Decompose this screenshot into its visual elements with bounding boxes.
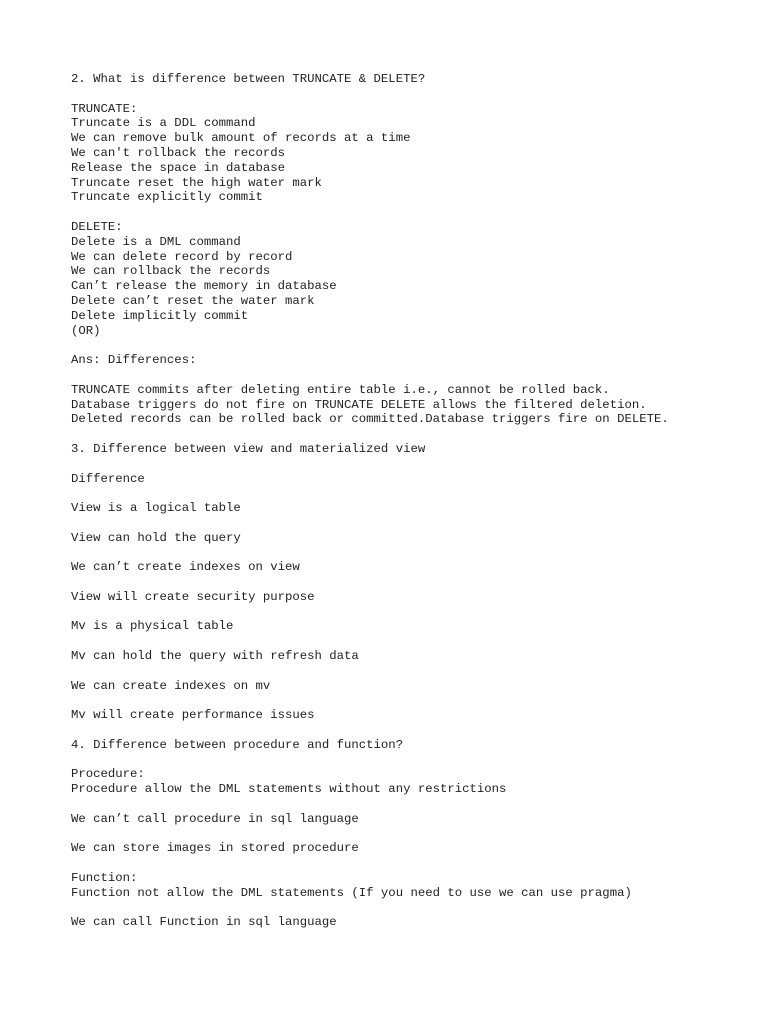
procedure-point: Procedure allow the DML statements without any restrictions xyxy=(71,782,507,797)
procedure-point: We can’t call procedure in sql language xyxy=(71,811,359,826)
question-2-heading: 2. What is difference between TRUNCATE & DELETE? xyxy=(71,72,426,86)
truncate-point: Release the space in database xyxy=(71,160,286,175)
delete-point: Can’t release the memory in database xyxy=(71,279,337,294)
delete-point: (OR) xyxy=(71,323,101,338)
delete-point: We can delete record by record xyxy=(71,249,293,264)
delete-title: DELETE: xyxy=(71,219,123,234)
answer-line: Deleted records can be rolled back or committed.Database triggers fire on DELETE. xyxy=(71,412,669,427)
function-point: Function not allow the DML statements (If you need to use we can use pragma) xyxy=(71,885,632,900)
mv-point: We can create indexes on mv xyxy=(71,678,271,693)
truncate-point: Truncate reset the high water mark xyxy=(71,175,322,190)
delete-point: Delete implicitly commit xyxy=(71,308,249,323)
procedure-title: Procedure: xyxy=(71,767,145,782)
mv-point: Mv can hold the query with refresh data xyxy=(71,649,359,664)
mv-point: Mv will create performance issues xyxy=(71,708,315,723)
answer-title: Ans: Differences: xyxy=(71,353,197,368)
answer-line: Database triggers do not fire on TRUNCATE DELETE allows the filtered deletion. xyxy=(71,397,647,412)
view-point: View will create security purpose xyxy=(71,589,315,604)
truncate-point: Truncate explicitly commit xyxy=(71,190,263,205)
procedure-point: We can store images in stored procedure xyxy=(71,841,359,856)
document-page xyxy=(71,72,761,930)
truncate-point: Truncate is a DDL command xyxy=(71,116,256,131)
delete-point: We can rollback the records xyxy=(71,264,271,279)
truncate-title: TRUNCATE: xyxy=(71,101,138,116)
question-3-heading: 3. Difference between view and materialized view xyxy=(71,441,426,456)
function-point: We can call Function in sql language xyxy=(71,915,337,930)
answer-line: TRUNCATE commits after deleting entire table i.e., cannot be rolled back. xyxy=(71,382,610,397)
delete-point: Delete is a DML command xyxy=(71,234,241,249)
delete-point: Delete can’t reset the water mark xyxy=(71,293,315,308)
function-title: Function: xyxy=(71,871,138,886)
truncate-point: We can remove bulk amount of records at a time xyxy=(71,131,411,146)
mv-point: Mv is a physical table xyxy=(71,619,234,634)
truncate-point: We can't rollback the records xyxy=(71,145,286,160)
question-3-subheading: Difference xyxy=(71,471,145,486)
view-point: View can hold the query xyxy=(71,530,241,545)
question-4-heading: 4. Difference between procedure and function? xyxy=(71,737,404,752)
view-point: View is a logical table xyxy=(71,501,241,516)
view-point: We can’t create indexes on view xyxy=(71,560,300,575)
